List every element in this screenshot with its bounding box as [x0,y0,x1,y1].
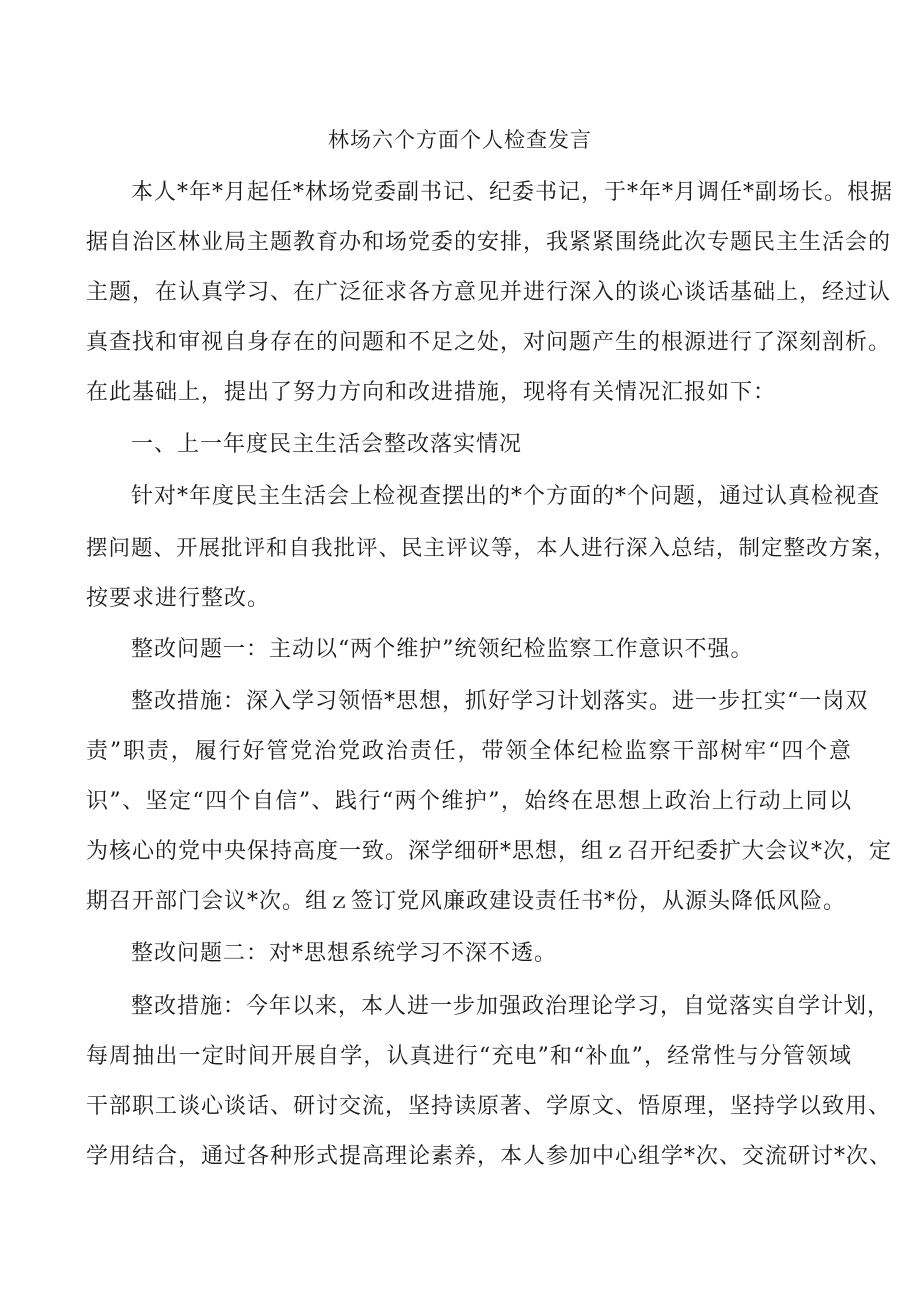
paragraph-line: 整改问题二：对*思想系统学习不深不透。 [131,941,558,966]
paragraph-line: 识”、坚定“四个自信”、践行“两个维护”，始终在思想上政治上行动上同以 [86,789,852,814]
paragraph-line: 针对*年度民主生活会上检视查摆出的*个方面的*个问题，通过认真检视查 [131,484,881,509]
paragraph-line: 整改措施：深入学习领悟*思想，抓好学习计划落实。进一步扛实“一岗双 [131,689,869,714]
paragraph-line: 摆问题、开展批评和自我批评、民主评议等，本人进行深入总结，制定整改方案， [86,536,897,561]
paragraph-line: 每周抽出一定时间开展自学，认真进行“充电”和“补血”，经常性与分管领域 [86,1044,852,1069]
paragraph-line: 为核心的党中央保持高度一致。深学细研*思想，组ｚ召开纪委扩大会议*次，定 [86,839,893,864]
paragraph-line: 期召开部门会议*次。组ｚ签订党风廉政建设责任书*份，从源头降低风险。 [86,889,847,914]
paragraph-line: 整改问题一：主动以“两个维护”统领纪检监察工作意识不强。 [131,637,754,662]
paragraph-line: 学用结合，通过各种形式提高理论素养，本人参加中心组学*次、交流研讨*次、 [86,1144,893,1169]
paragraph-line: 责”职责，履行好管党治党政治责任，带领全体纪检监察干部树牢“四个意 [86,739,852,764]
paragraph-line: 按要求进行整改。 [86,586,271,611]
paragraph-line: 据自治区林业局主题教育办和场党委的安排，我紧紧围绕此次专题民主生活会的 [86,230,892,255]
paragraph-line: 干部职工谈心谈话、研讨交流，坚持读原著、学原文、悟原理，坚持学以致用、 [86,1094,892,1119]
paragraph-line: 真查找和审视自身存在的问题和不足之处，对问题产生的根源进行了深刻剖析。 [86,330,892,355]
paragraph-line: 在此基础上，提出了努力方向和改进措施，现将有关情况汇报如下： [86,380,777,405]
paragraph-line: 整改措施：今年以来，本人进一步加强政治理论学习，自觉落实自学计划， [131,994,891,1019]
document-title: 林场六个方面个人检查发言 [328,128,592,152]
paragraph-line: 本人*年*月起任*林场党委副书记、纪委书记，于*年*月调任*副场长。根据 [131,180,894,205]
paragraph-line: 主题，在认真学习、在广泛征求各方意见并进行深入的谈心谈话基础上，经过认 [86,280,892,305]
section-heading: 一、上一年度民主生活会整改落实情况 [131,432,523,457]
